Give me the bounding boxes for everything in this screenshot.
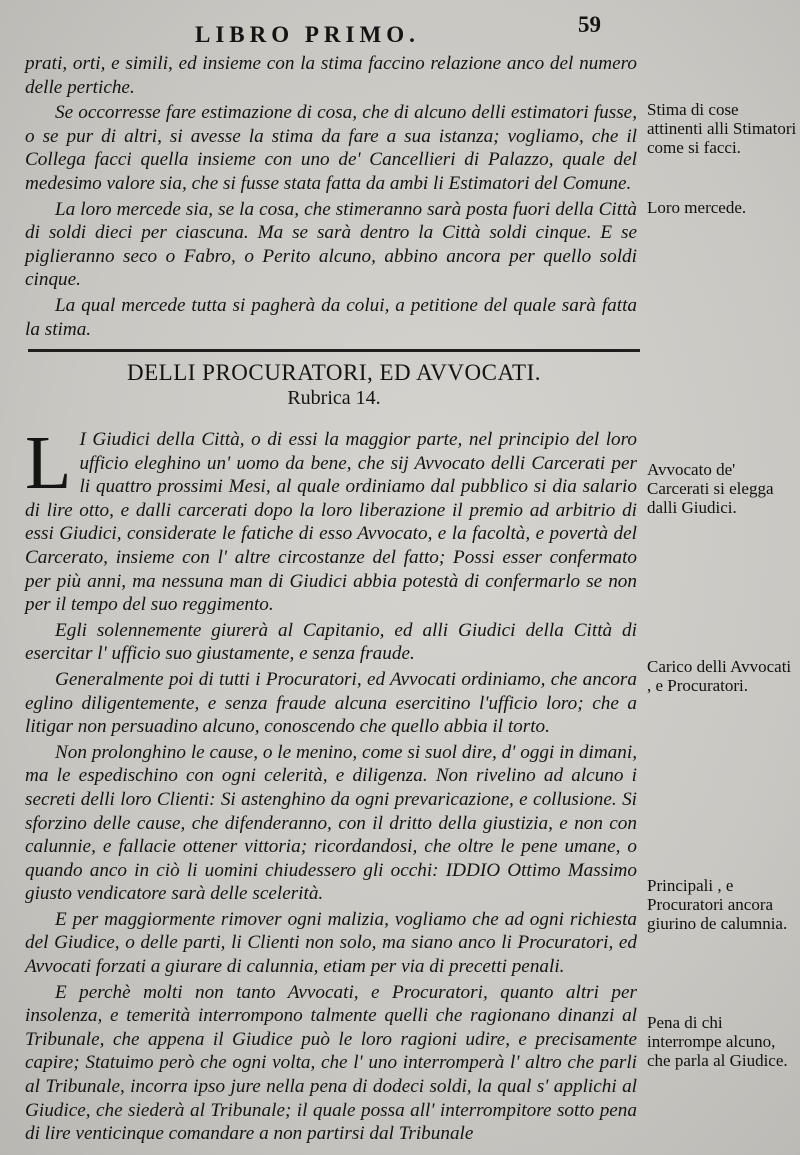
running-title: LIBRO PRIMO. — [195, 22, 420, 47]
margin-note: Avvocato de' Carcerati si elegga dalli Giudici. — [647, 460, 774, 517]
paragraph: Generalmente poi di tutti i Procuratori, ed Avvocati ordiniamo, che ancora eglino diligentemente, e senza fraude alcuna esercitino l'ufficio loro; che a litigar non persuadino alcuno, conoscendo che quello abbia il torto. — [25, 668, 637, 738]
paragraph: Non prolonghino le cause, o le menino, come si suol dire, d' oggi in dimani, ma le espedischino con ogni celerità, e diligenza. Non rivelino ad alcuno i secreti delli loro Clienti: Si astenghino da ogni prevaricazione, e collusione. Si sforzino delle cause, che difenderanno, con il dritto della giustizia, e non con calunnie, e fallacie ottener vittoria; ricordandosi, che oltre le pene umane, o quando anco in ciò li uomini chiudessero gli occhi: IDDIO Ottimo Massimo giusto vendicatore sarà delle scelerità. — [25, 741, 637, 905]
drop-cap: L — [25, 421, 72, 505]
paragraph: Se occorresse fare estimazione di cosa, che di alcuno delli estimatori fusse, o se pur di altri, si avesse la stima da fare a sua istanza; vogliamo, che il Collega facci quella insieme con uno de' Cancellieri di Palazzo, quale del medesimo valore sia, che si fusse stata fatta da ambi li Estimatori del Comune. — [25, 102, 637, 194]
section-divider — [28, 349, 640, 352]
margin-note: Loro mercede. — [647, 198, 747, 217]
paragraph — [25, 421, 637, 617]
paragraph: La qual mercede tutta si pagherà da colui, a petitione del quale sarà fatta la stima. — [25, 294, 637, 340]
paragraph: La loro mercede sia, se la cosa, che stimeranno sarà posta fuori della Città di soldi dieci per ciascuna. Ma se sarà dentro la Città soldi cinque. E se piglieranno seco o Fabro, o Perito alcuno, abbino ancora per quello soldi cinque. — [25, 198, 637, 291]
top-text-block — [25, 52, 637, 343]
margin-note: Carico delli Avvocati , e Procuratori. — [647, 657, 792, 695]
margin-note: Principali , e Procuratori ancora giurino de calumnia. — [647, 876, 788, 933]
margin-note: Pena di chi interrompe alcuno, che parla al Giudice. — [647, 1013, 788, 1070]
paragraph: Egli solennemente giurerà al Capitanio, ed alli Giudici della Città di esercitar l' ufficio suo giustamente, e senza fraude. — [25, 619, 637, 665]
page-number: 59 — [578, 12, 601, 37]
paragraph: E per maggiormente rimover ogni malizia, vogliamo che ad ogni richiesta del Giudice, o delle parti, li Clienti non solo, ma siano anco li Procuratori, ed Avvocati forzati a giurare di calunnia, etiam per via di precetti penali. — [25, 908, 637, 978]
paragraph: E perchè molti non tanto Avvocati, e Procuratori, quanto altri per insolenza, e temerità interrompono talmente quelli che ragionano dinanzi al Tribunale, che appena il Giudice può le loro ragioni udire, e precisamente capire; Statuimo però che ogni volta, che l' uno interromperà l' altro che parli al Tribunale, incorra ipso jure nella pena di dodeci soldi, la qual s' applichi al Giudice, che siederà al Tribunale; il quale possa all' interrompitore sotto pena di lire venticinque comandare a non partirsi dal Tribunale — [25, 981, 637, 1145]
margin-note: Stima di cose attinenti alli Stimatori come si facci. — [647, 100, 797, 157]
paragraph-text: I Giudici della Città, o di essi la maggior parte, nel principio del loro ufficio eleghino un' uomo da bene, che sij Avvocato delli Carcerati per li quattro prossimi Mesi, al quale ordiniamo dal pubblico si dia salario di lire otto, e dalli carcerati dopo la loro liberazione il premio ad arbitrio di essi Giudici, considerate le fatiche di esso Avvocato, e la facoltà, e povertà del Carcerato, insieme con l' altre circostanze del fatto; Possi esser confermato per più anni, ma nessuna man di Giudici abbia potestà di confermarlo se non per il tempo del suo reggimento. — [25, 429, 637, 616]
section-title: DELLI PROCURATORI, ED AVVOCATI. — [127, 360, 541, 385]
main-text-block — [25, 421, 637, 1148]
rubrica-label: Rubrica 14. — [287, 387, 381, 409]
paragraph: prati, orti, e simili, ed insieme con la stima faccino relazione anco del numero delle pertiche. — [25, 53, 637, 98]
page-header — [0, 8, 800, 48]
